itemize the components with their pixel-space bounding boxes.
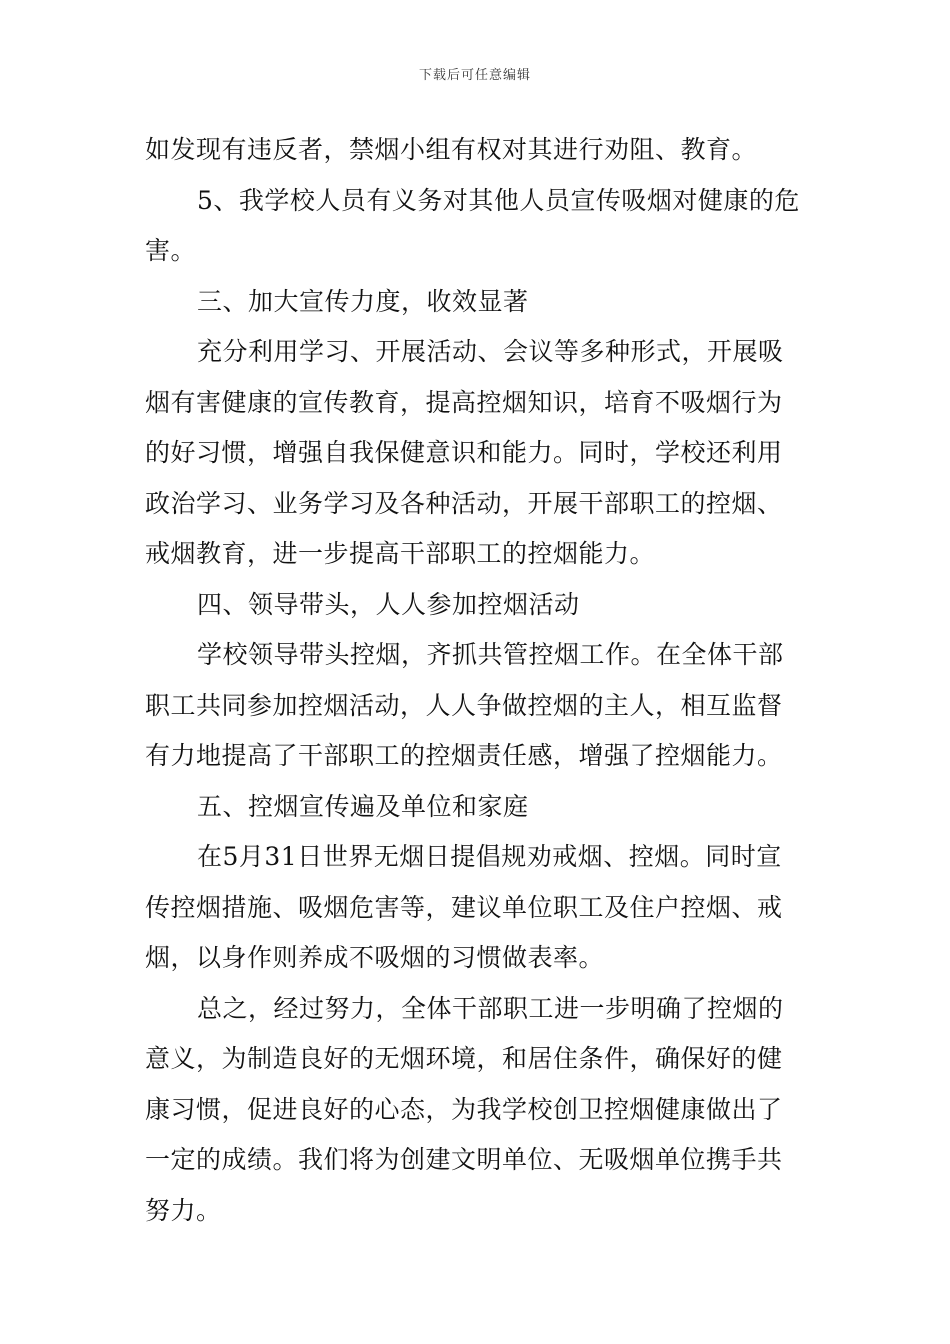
text-line: 努力。 [145, 1195, 222, 1225]
text-line: 政治学习、业务学习及各种活动，开展干部职工的控烟、 [145, 488, 783, 518]
page-header: 下载后可任意编辑 [418, 68, 531, 83]
text-line: 职工共同参加控烟活动，人人争做控烟的主人，相互监督 [145, 690, 783, 720]
section-heading: 五、控烟宣传遍及单位和家庭 [197, 791, 529, 821]
text-line: 害。 [145, 236, 197, 265]
section-heading: 四、领导带头，人人参加控烟活动 [197, 589, 580, 619]
text-line: 康习惯，促进良好的心态，为我学校创卫控烟健康做出了 [145, 1094, 783, 1124]
text-line: 有力地提高了干部职工的控烟责任感，增强了控烟能力。 [145, 741, 783, 770]
text-line: 总之，经过努力，全体干部职工进一步明确了控烟的 [197, 993, 784, 1023]
text-line: 的好习惯，增强自我保健意识和能力。同时，学校还利用 [145, 438, 783, 467]
text-line: 5、我学校人员有义务对其他人员宣传吸烟对健康的危 [197, 185, 800, 215]
text-line: 如发现有违反者，禁烟小组有权对其进行劝阻、教育。 [145, 135, 758, 164]
text-line: 学校领导带头控烟，齐抓共管控烟工作。在全体干部 [197, 640, 784, 669]
text-line: 意义，为制造良好的无烟环境，和居住条件，确保好的健 [145, 1044, 783, 1073]
text-line: 一定的成绩。我们将为创建文明单位、无吸烟单位携手共 [145, 1145, 783, 1174]
text-line: 戒烟教育，进一步提高干部职工的控烟能力。 [145, 539, 656, 568]
document-body [145, 125, 809, 1236]
text-line: 烟，以身作则养成不吸烟的习惯做表率。 [145, 943, 605, 972]
section-heading: 三、加大宣传力度，收效显著 [197, 286, 529, 316]
text-line: 在5月31日世界无烟日提倡规劝戒烟、控烟。同时宣 [197, 842, 782, 871]
text-line: 充分利用学习、开展活动、会议等多种形式，开展吸 [197, 337, 784, 366]
text-line: 烟有害健康的宣传教育，提高控烟知识，培育不吸烟行为 [145, 387, 783, 417]
text-line: 传控烟措施、吸烟危害等，建议单位职工及住户控烟、戒 [145, 892, 783, 922]
